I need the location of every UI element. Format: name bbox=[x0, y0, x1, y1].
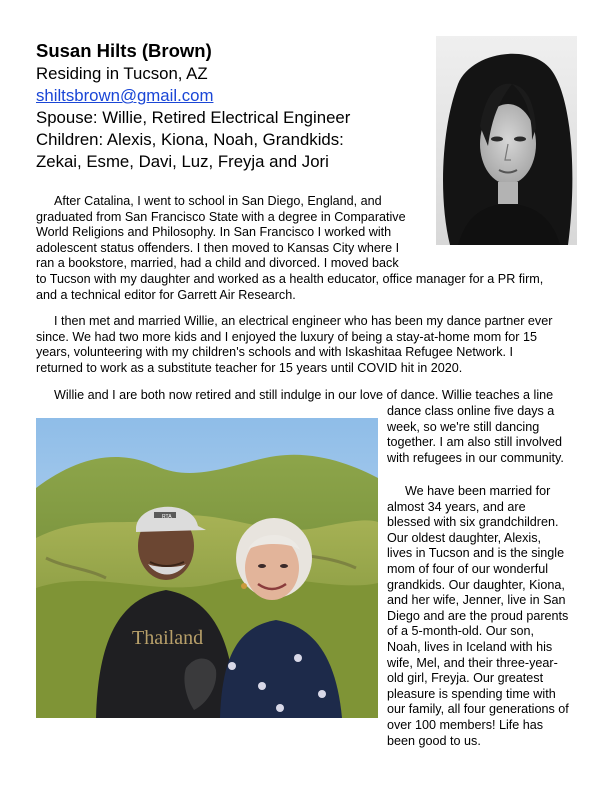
paragraph-2-line: returned to work as a substitute teacher for 15 years until COVID hit in 2020. bbox=[36, 360, 463, 375]
paragraph-3-line: with refugees in our community. bbox=[387, 450, 564, 465]
couple-photo bbox=[36, 418, 378, 718]
paragraph-1-line: World Religions and Philosophy. In San Francisco I worked with bbox=[36, 225, 392, 240]
paragraph-4-line: wife, Mel, and their three-year- bbox=[387, 655, 558, 670]
paragraph-4-line: our family, all four generations of bbox=[387, 702, 569, 717]
paragraph-3-line: Willie and I are both now retired and still indulge in our love of dance. Willie teaches a line bbox=[54, 388, 554, 402]
paragraph-4-line: blessed with six grandchildren. bbox=[387, 515, 559, 530]
email-link[interactable]: shiltsbrown@gmail.com bbox=[36, 86, 214, 105]
paragraph-2-line: years, volunteering with my children's schools and with Iskashitaa Refugee Network. I bbox=[36, 345, 513, 360]
paragraph-1-line: ran a bookstore, married, had a child and divorced. I moved back bbox=[36, 256, 399, 271]
paragraph-3 bbox=[387, 404, 587, 466]
shirt-text: Thailand bbox=[132, 627, 204, 649]
paragraph-2 bbox=[36, 314, 576, 376]
person-name: Susan Hilts (Brown) bbox=[36, 40, 212, 61]
paragraph-4-line: lives in Tucson and is the single bbox=[387, 546, 565, 561]
paragraph-4-line: and her wife, Jenner, live in San bbox=[387, 593, 566, 608]
paragraph-4-line: Our oldest daughter, Alexis, bbox=[387, 530, 542, 545]
paragraph-4 bbox=[387, 484, 597, 749]
paragraph-4-line: grandkids. Our daughter, Kiona, bbox=[387, 577, 565, 592]
paragraph-3-line: week, so we're still dancing bbox=[387, 419, 540, 434]
paragraph-1-line: After Catalina, I went to school in San Diego, England, and bbox=[54, 194, 382, 208]
children-line-2: Zekai, Esme, Davi, Luz, Freyja and Jori bbox=[36, 152, 329, 171]
paragraph-4-line: Diego and are the proud parents bbox=[387, 608, 569, 623]
paragraph-1-line: and a technical editor for Garrett Air Research. bbox=[36, 287, 296, 302]
paragraph-1-line: adolescent status offenders. I then moved to Kansas City where I bbox=[36, 240, 400, 255]
paragraph-1-line: graduated from San Francisco State with a degree in Comparative bbox=[36, 209, 406, 224]
paragraph-4-line: Noah, lives in Iceland with his bbox=[387, 639, 553, 654]
paragraph-4-line: mom of four of our wonderful bbox=[387, 561, 548, 576]
spouse-line: Spouse: Willie, Retired Electrical Engineer bbox=[36, 108, 351, 127]
paragraph-1-line: to Tucson with my daughter and worked as a health educator, office manager for a PR firm, bbox=[36, 271, 544, 286]
paragraph-4-line: been good to us. bbox=[387, 733, 481, 748]
paragraph-2-line: I then met and married Willie, an electrical engineer who has been my dance partner ever bbox=[54, 314, 553, 328]
paragraph-3-line: together. I am also still involved bbox=[387, 435, 563, 450]
email-line bbox=[36, 85, 213, 107]
paragraph-2-line: since. We had two more kids and I enjoyed the luxury of being a stay-at-home mom for 15 bbox=[36, 329, 537, 344]
cap-text: RTA bbox=[162, 514, 172, 520]
paragraph-4-line: almost 34 years, and are bbox=[387, 499, 526, 514]
paragraph-4-line: of a 5-month-old. Our son, bbox=[387, 624, 534, 639]
paragraph-4-line: old girl, Freyja. Our greatest bbox=[387, 671, 544, 686]
paragraph-4-line: pleasure is spending time with bbox=[387, 686, 556, 701]
paragraph-1 bbox=[36, 194, 572, 303]
paragraph-3-first-line bbox=[36, 388, 576, 404]
paragraph-4-line: We have been married for bbox=[405, 484, 551, 498]
paragraph-4-line: over 100 members! Life has bbox=[387, 717, 544, 732]
children-line-1: Children: Alexis, Kiona, Noah, Grandkids: bbox=[36, 130, 344, 149]
residence-line: Residing in Tucson, AZ bbox=[36, 64, 208, 83]
paragraph-3-line: dance class online five days a bbox=[387, 404, 555, 418]
